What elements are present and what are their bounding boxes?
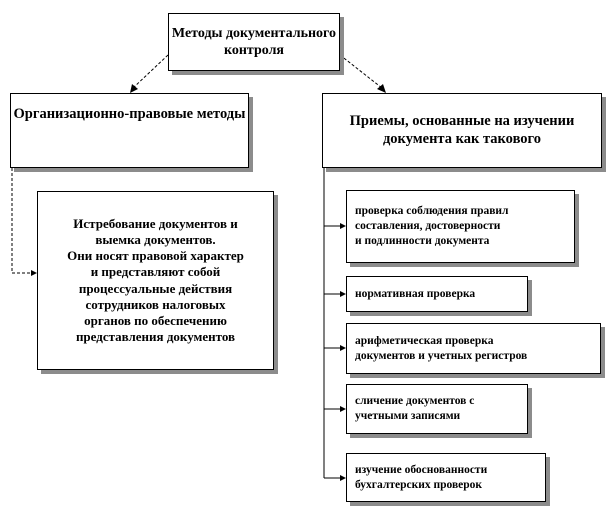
method-node-line: проверка соблюдения правил bbox=[355, 205, 509, 218]
document-demand-text bbox=[67, 216, 244, 346]
method-node-text bbox=[355, 334, 527, 364]
method-node-line: документов и учетных регистров bbox=[355, 349, 528, 362]
document-demand-node bbox=[37, 191, 274, 370]
arrowhead-root-right bbox=[377, 84, 386, 93]
method-node-arithmetic-check bbox=[346, 323, 601, 374]
connector-root-left bbox=[133, 55, 168, 88]
organizational-legal-methods-label: Организационно-правовые методы bbox=[13, 106, 246, 122]
method-node-text bbox=[355, 394, 474, 424]
document-demand-line: Они носят правовой характер bbox=[67, 248, 244, 263]
document-demand-line: Истребование документов и bbox=[73, 215, 238, 231]
method-node-reconciliation bbox=[346, 384, 528, 434]
document-demand-line: процессуальные действия bbox=[78, 280, 233, 296]
method-node-line: сличение документов с bbox=[355, 395, 475, 408]
method-node-text bbox=[355, 463, 487, 493]
method-node-line: учетными записями bbox=[355, 410, 461, 422]
method-node-compliance-check bbox=[346, 190, 575, 263]
method-node-line: нормативная проверка bbox=[355, 287, 476, 300]
connector-root-right bbox=[340, 55, 382, 88]
method-node-line: арифметическая проверка bbox=[355, 334, 494, 347]
document-demand-line: представления документов bbox=[75, 329, 236, 345]
document-demand-line: сотрудников налоговых bbox=[85, 296, 226, 312]
organizational-legal-methods-node bbox=[10, 93, 249, 168]
method-node-normative-check bbox=[346, 276, 528, 312]
method-node-line: составления, достоверности bbox=[355, 220, 501, 233]
method-node-text bbox=[355, 287, 475, 302]
root-node-label: Методы документального контроля bbox=[171, 25, 337, 58]
document-demand-line: выемка документов. bbox=[95, 231, 216, 247]
method-node-line: и подлинности документа bbox=[355, 234, 490, 247]
method-node-text bbox=[355, 204, 509, 249]
document-demand-line: и представляют собой bbox=[90, 264, 221, 280]
method-node-line: бухгалтерских проверок bbox=[355, 478, 483, 491]
method-node-line: изучение обоснованности bbox=[355, 463, 488, 476]
arrowhead-root-left bbox=[130, 84, 138, 93]
document-study-methods-node bbox=[322, 93, 602, 168]
root-node bbox=[168, 13, 340, 71]
document-study-methods-label: Приемы, основанные на изучении документа как такового bbox=[349, 112, 575, 147]
method-node-validity-study bbox=[346, 453, 546, 502]
document-demand-line: органов по обеспечению bbox=[84, 313, 227, 328]
